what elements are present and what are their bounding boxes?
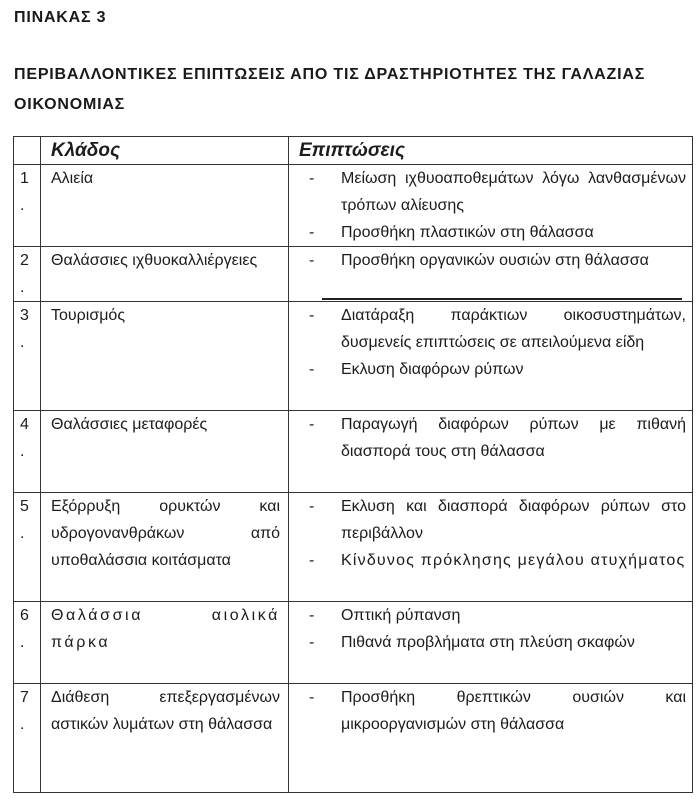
effects-cell xyxy=(289,684,693,793)
effect-item: - Μείωση ιχθυοαποθεμάτων λόγω λανθασμένων τρόπων αλίευσης xyxy=(309,170,686,214)
row-number: 2 . xyxy=(14,247,41,302)
effects-cell xyxy=(289,602,693,684)
effects-cell xyxy=(289,493,693,602)
sector-cell: Θαλάσσια αιολικά πάρκα xyxy=(41,602,289,684)
sector-cell: Τουρισμός xyxy=(41,302,289,411)
table-header-row xyxy=(14,137,693,165)
effect-item: - Προσθήκη οργανικών ουσιών στη θάλασσα xyxy=(309,252,649,269)
table-row xyxy=(14,684,693,793)
page-title: ΠΕΡΙΒΑΛΛΟΝΤΙΚΕΣ ΕΠΙΠΤΩΣΕΙΣ ΑΠΟ ΤΙΣ ΔΡΑΣΤΗΡΙΟΤΗΤΕΣ ΤΗΣ ΓΑΛΑΖΙΑΣ ΟΙΚΟΝΟΜΙΑΣ xyxy=(14,66,646,113)
row-divider-accent xyxy=(322,298,682,300)
effects-cell xyxy=(289,302,693,411)
effect-item: - Προσθήκη θρεπτικών ουσιών και μικροοργανισμών στη θάλασσα xyxy=(309,689,686,733)
effect-item: - Παραγωγή διαφόρων ρύπων με πιθανή διασπορά τους στη θάλασσα xyxy=(309,416,686,460)
row-number: 7 . xyxy=(14,684,41,793)
effects-cell xyxy=(289,411,693,493)
effect-item: - Προσθήκη πλαστικών στη θάλασσα xyxy=(309,224,594,241)
effects-cell xyxy=(289,165,693,247)
row-number: 3 . xyxy=(14,302,41,411)
sector-cell: Εξόρρυξη ορυκτών και υδρογονανθράκων από υποθαλάσσια κοιτάσματα xyxy=(41,493,289,602)
table-row xyxy=(14,247,693,302)
effect-item: - Εκλυση και διασπορά διαφόρων ρύπων στο περιβάλλον xyxy=(309,498,686,542)
effect-item: - Εκλυση διαφόρων ρύπων xyxy=(309,361,524,378)
effect-item: - Κίνδυνος πρόκλησης μεγάλου ατυχήματος xyxy=(309,552,686,569)
table-row xyxy=(14,493,693,602)
sector-cell: Θαλάσσιες ιχθυοκαλλιέργειες xyxy=(41,247,289,302)
effects-column-header: Επιπτώσεις xyxy=(289,137,693,165)
number-column-header xyxy=(14,137,41,165)
table-row xyxy=(14,302,693,411)
sector-cell: Θαλάσσιες μεταφορές xyxy=(41,411,289,493)
effects-cell xyxy=(289,247,693,302)
table-row xyxy=(14,411,693,493)
row-number: 1 . xyxy=(14,165,41,247)
effect-item: - Διατάραξη παράκτιων οικοσυστημάτων, δυσμενείς επιπτώσεις σε απειλούμενα είδη xyxy=(309,307,686,351)
table-row xyxy=(14,602,693,684)
table-label: ΠΙΝΑΚΑΣ 3 xyxy=(14,9,107,26)
impacts-table xyxy=(13,136,693,793)
effect-item: - Οπτική ρύπανση xyxy=(309,607,461,624)
table-row xyxy=(14,165,693,247)
sector-cell: Αλιεία xyxy=(41,165,289,247)
sector-column-header: Κλάδος xyxy=(41,137,289,165)
sector-cell: Διάθεση επεξεργασμένων αστικών λυμάτων στη θάλασσα xyxy=(41,684,289,793)
effect-item: - Πιθανά προβλήματα στη πλεύση σκαφών xyxy=(309,634,635,651)
row-number: 5 . xyxy=(14,493,41,602)
row-number: 6 . xyxy=(14,602,41,684)
row-number: 4 . xyxy=(14,411,41,493)
